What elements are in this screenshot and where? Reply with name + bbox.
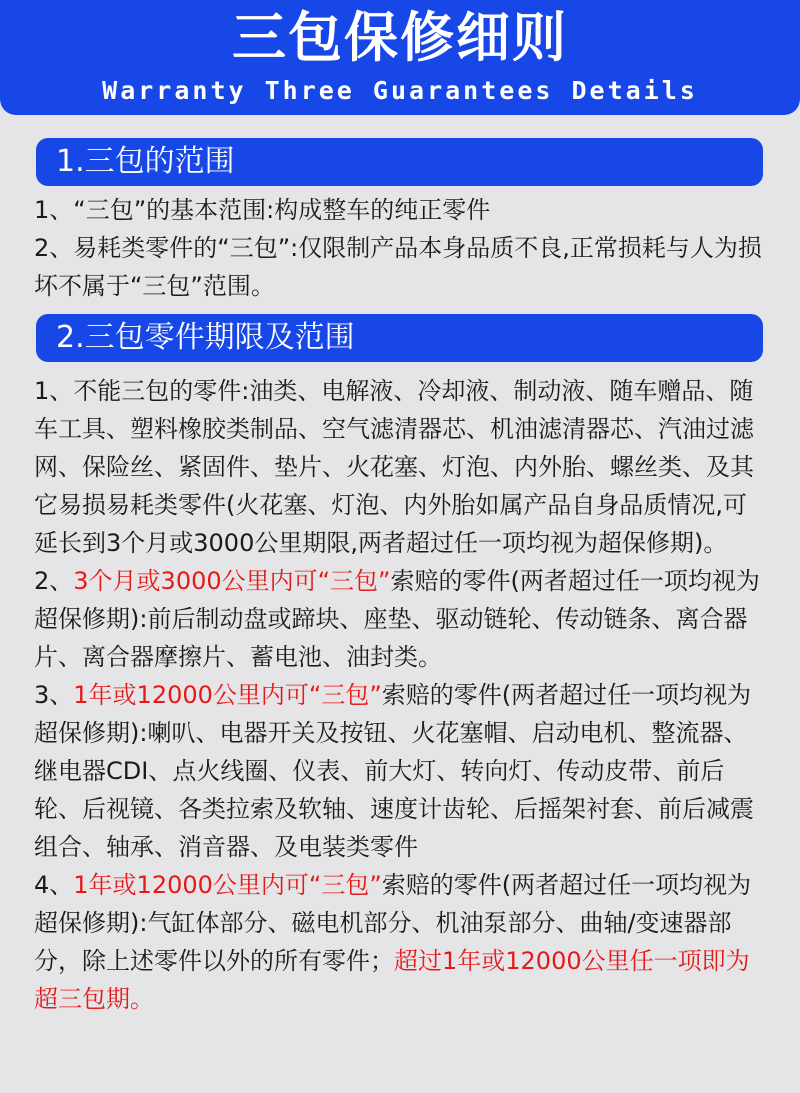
- expiry-note-highlight: 超过1年或12000公里任一项即为超三包期。: [34, 947, 750, 1013]
- section-heading-scope: 1.三包的范围: [36, 138, 763, 186]
- warranty-term-highlight: 3个月或3000公里内可“三包”: [73, 567, 391, 595]
- period-item-1-year-engine: [34, 866, 762, 1018]
- item-number: 4、: [34, 871, 74, 899]
- warranty-term-highlight: 1年或12000公里内可“三包”: [73, 871, 382, 899]
- page-subtitle: Warranty Three Guarantees Details: [102, 76, 698, 105]
- period-item-1-year-electrical: [34, 676, 762, 866]
- item-text: 索赔的零件(两者超过任一项均视为超保修期):喇叭、电器开关及按钮、火花塞帽、启动电机、整流器、继电器CDI、点火线圈、仪表、前大灯、转向灯、传动皮带、前后轮、后视镜、各类拉索及软轴、速度计齿轮、后摇架衬套、前后减震组合、轴承、消音器、及电装类零件: [34, 681, 754, 861]
- scope-item-consumables: 2、易耗类零件的“三包”:仅限制产品本身品质不良,正常损耗与人为损坏不属于“三包”范围。: [34, 234, 762, 300]
- scope-item-basic: 1、“三包”的基本范围:构成整车的纯正零件: [34, 196, 491, 224]
- item-number: 3、: [34, 681, 74, 709]
- section-scope-content: [34, 191, 762, 305]
- section-heading-period: 2.三包零件期限及范围: [36, 314, 763, 362]
- item-number: 2、: [34, 567, 74, 595]
- section-period-content: [34, 372, 762, 1018]
- item-text: 索赔的零件(两者超过任一项均视为超保修期):气缸体部分、磁电机部分、机油泵部分、曲轴/变速器部分，除上述零件以外的所有零件；: [34, 871, 752, 975]
- period-item-3-months: [34, 562, 762, 676]
- period-item-excluded-parts: 1、不能三包的零件:油类、电解液、冷却液、制动液、随车赠品、随车工具、塑料橡胶类制品、空气滤清器芯、机油滤清器芯、汽油过滤网、保险丝、紧固件、垫片、火花塞、灯泡、内外胎、螺丝类、及其它易损易耗类零件(火花塞、灯泡、内外胎如属产品自身品质情况,可延长到3个月或3000公里期限,两者超过任一项均视为超保修期)。: [34, 377, 754, 557]
- warranty-term-highlight: 1年或12000公里内可“三包”: [73, 681, 382, 709]
- page-header: [0, 0, 800, 115]
- item-text: 索赔的零件(两者超过任一项均视为超保修期):前后制动盘或蹄块、座垫、驱动链轮、传动链条、离合器片、离合器摩擦片、蓄电池、油封类。: [34, 567, 760, 671]
- page-title: 三包保修细则: [232, 6, 568, 69]
